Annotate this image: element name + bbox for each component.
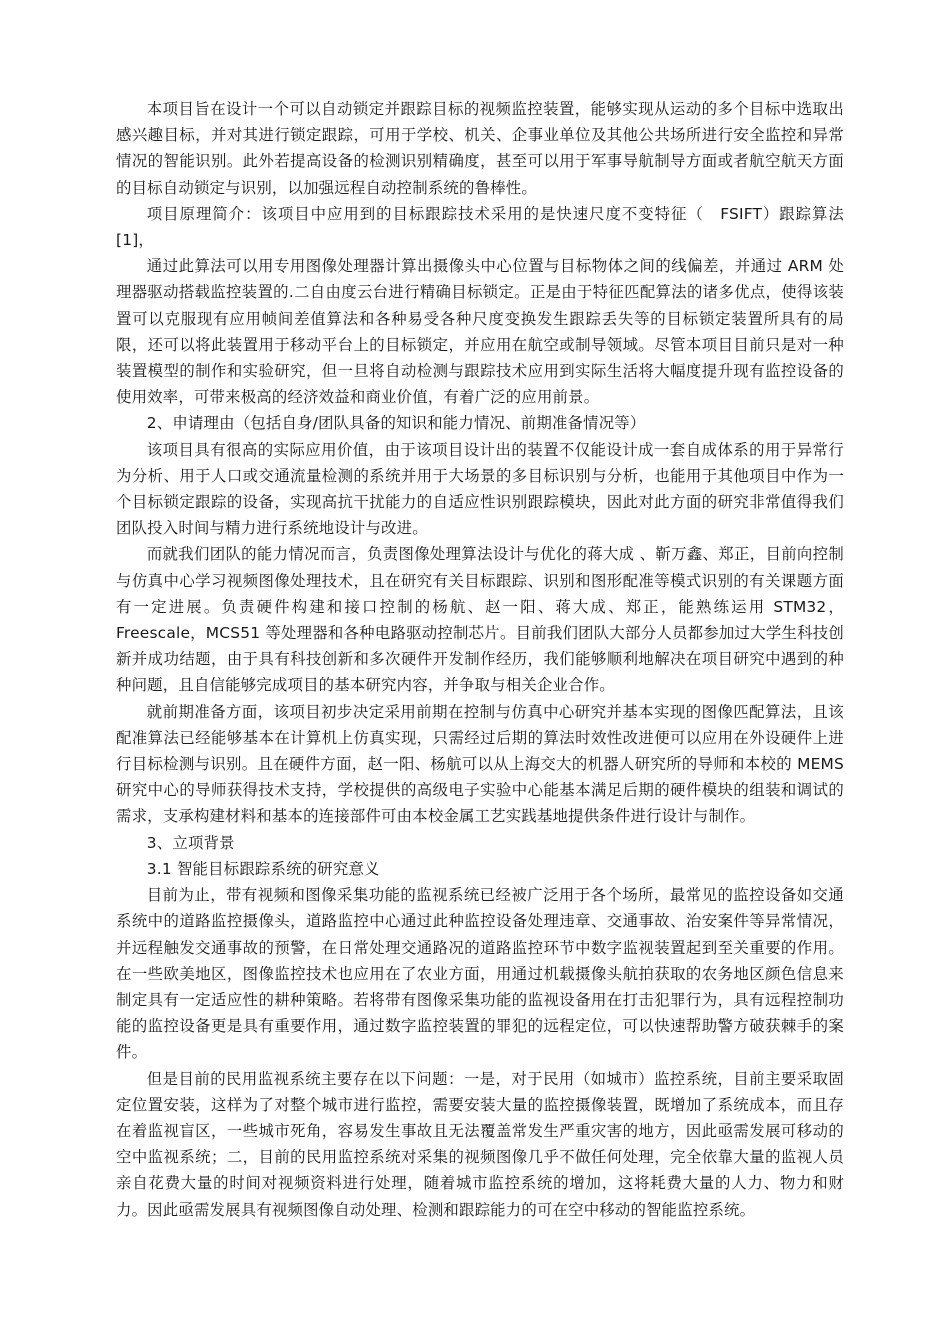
- paragraph-principle-intro: 项目原理简介：该项目中应用到的目标跟踪技术采用的是快速尺度不变特征（ FSIFT）跟踪算法[1]，: [116, 204, 844, 250]
- paragraph-application-value: 该项目具有很高的实际应用价值，由于该项目设计出的装置不仅能设计成一套自成体系的用于异常行为分析、用于人口或交通流量检测的系统并用于大场景的多目标识别与分析，也能用于其他项目中作为一个目标锁定跟踪的设备，实现高抗干扰能力的自适应性识别跟踪模块，因此对此方面的研究非常值得我们团队投入时间与精力进行系统地设计与改进。: [116, 440, 844, 538]
- paragraph-team-capability: 而就我们团队的能力情况而言，负责图像处理算法设计与优化的蒋大成 、靳万鑫、郑正，目前向控制与仿真中心学习视频图像处理技术，且在研究有关目标跟踪、识别和图形配准等模式识别的有关课题方面有一定进展。负责硬件构建和接口控制的杨航、赵一阳、蒋大成、郑正，能熟练运用 STM32，Freescale，MCS51 等处理器和各种电路驱动控制芯片。目前我们团队大部分人员都参加过大学生科技创新并成功结题，由于具有科技创新和多次硬件开发制作经历，我们能够顺利地解决在项目研究中遇到的种种问题，且自信能够完成项目的基本研究内容，并争取与相关企业合作。: [116, 545, 844, 695]
- paragraph-algorithm-description: 通过此算法可以用专用图像处理器计算出摄像头中心位置与目标物体之间的线偏差，并通过 ARM 处理器驱动搭载监控装置的.二自由度云台进行精确目标锁定。正是由于特征匹配算法的诸多优点，使得该装置可以克服现有应用帧间差值算法和各种易受各种尺度变换发生跟踪丢失等的目标锁定装置所具有的局限，还可以将此装置用于移动平台上的目标锁定，并应用在航空或制导领域。尽管本项目目前只是对一种装置模型的制作和实验研究，但一旦将自动检测与跟踪技术应用到实际生活将大幅度提升现有监控设备的使用效率，可带来极高的经济效益和商业价值，有着广泛的应用前景。: [116, 257, 844, 407]
- document-body: [116, 96, 844, 1223]
- subsection-heading-research-significance: 3.1 智能目标跟踪系统的研究意义: [146, 859, 380, 878]
- paragraph-current-surveillance: 目前为止，带有视频和图像采集功能的监视系统已经被广泛用于各个场所，最常见的监控设备如交通系统中的道路监控摄像头，道路监控中心通过此种监控设备处理违章、交通事故、治安案件等异常情况，并远程触发交通事故的预警，在日常处理交通路况的道路监控环节中数字监视装置起到至关重要的作用。在一些欧美地区，图像监控技术也应用在了农业方面，用通过机载摄像头航拍获取的农务地区颜色信息来制定具有一定适应性的耕种策略。若将带有图像采集功能的监视设备用在打击犯罪行为，具有远程控制功能的监控设备更是具有重要作用，通过数字监控装置的罪犯的远程定位，可以快速帮助警方破获棘手的案件。: [116, 886, 844, 1062]
- paragraph-current-problems: 但是目前的民用监视系统主要存在以下问题：一是，对于民用（如城市）监控系统，目前主要采取固定位置安装，这样为了对整个城市进行监控，需要安装大量的监控摄像装置，既增加了系统成本，而且存在着监视盲区，一些城市死角，容易发生事故且无法覆盖常发生严重灾害的地方，因此亟需发展可移动的空中监视系统；二，目前的民用监控系统对采集的视频图像几乎不做任何处理，完全依靠大量的监视人员亲自花费大量的时间对视频资料进行处理，随着城市监控系统的增加，这将耗费大量的人力、物力和财力。因此亟需发展具有视频图像自动处理、检测和跟踪能力的可在空中移动的智能监控系统。: [116, 1069, 844, 1219]
- section-heading-application-reason: 2、申请理由（包括自身/团队具备的知识和能力情况、前期准备情况等）: [146, 414, 646, 433]
- paragraph-preparation: 就前期准备方面，该项目初步决定采用前期在控制与仿真中心研究并基本实现的图像匹配算法，且该配准算法已经能够基本在计算机上仿真实现，只需经过后期的算法时效性改进便可以应用在外设硬件上进行目标检测与识别。且在硬件方面，赵一阳、杨航可以从上海交大的机器人研究所的导师和本校的 MEMS 研究中心的导师获得技术支持，学校提供的高级电子实验中心能基本满足后期的硬件模块的组装和调试的需求，支承构建材料和基本的连接部件可由本校金属工艺实践基地提供条件进行设计与制作。: [116, 702, 844, 826]
- section-heading-background: 3、立项背景: [146, 833, 235, 852]
- paragraph-project-aim: 本项目旨在设计一个可以自动锁定并跟踪目标的视频监控装置，能够实现从运动的多个目标中选取出感兴趣目标，并对其进行锁定跟踪，可用于学校、机关、企事业单位及其他公共场所进行安全监控和异常情况的智能识别。此外若提高设备的检测识别精确度，甚至可以用于军事导航制导方面或者航空航天方面的目标自动锁定与识别，以加强远程自动控制系统的鲁棒性。: [116, 100, 844, 197]
